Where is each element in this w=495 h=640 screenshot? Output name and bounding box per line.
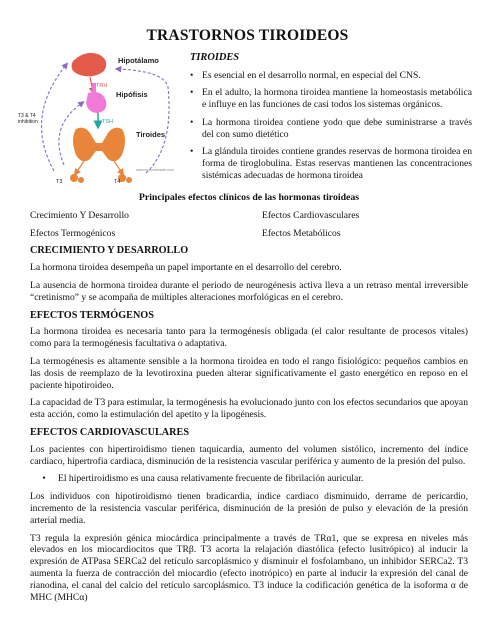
watermark-text: www.endocrineweb.com [136, 168, 174, 172]
page-title: TRASTORNOS TIROIDEOS [146, 27, 349, 44]
inhibition-label-line1: T3 & T4 [18, 113, 36, 119]
growth-heading: CRECIMIENTO Y DESARROLLO [30, 245, 189, 257]
thyroid-shape [73, 128, 125, 162]
thyroid-label: Tiroides [136, 130, 166, 139]
tiroides-bullet: • Es esencial en el desarrollo normal, en especial del CNS. [190, 69, 421, 81]
pituitary-label: Hipófisis [116, 90, 148, 99]
thermo-heading: EFECTOS TERMÓGENOS [30, 309, 154, 321]
cardio-bullet: • El hipertiroidismo es una causa relativamente frecuente de fibrilación auricular. [42, 473, 364, 485]
cardio-paragraph: T3 regula la expresión génica miocárdica principalmente a través de TRα1, que se expresa en niveles más elevados en los miocardiocitos que TRβ. T3 acorta la relajación diastólica (efecto lusitrópico) al inducir la expresión de ATPasa SERCa2 del retículo sarcoplásmico y disminuir el fosfolambano, un inhibidor SERCa2. T3 aumenta la fuerza de contracción del miocardio (efecto inotrópico) en parte al inducir la expresión del canal de rianodina, el canal del calcio del retículo sarcoplásmico. T3 induce la codificación genética de la isoforma α de MHC (MHCα) [30, 532, 468, 603]
feedback-arrow-right [118, 69, 169, 173]
hypothalamus-label: Hipotálamo [118, 56, 159, 65]
cardio-paragraph: Los individuos con hipotiroidismo tienen bradicardia, índice cardiaco disminuido, derrame de pericardio, incremento de la resistencia vascular periférica, disminución de la presión de pulso y elevación de la presión arterial media. [30, 491, 468, 526]
trh-label: TRH [96, 83, 108, 89]
pituitary-shape [86, 92, 106, 113]
effect-item: Efectos Cardiovasculares [262, 209, 360, 221]
tiroides-section [190, 52, 472, 187]
effect-item: Efectos Metabólicos [262, 227, 341, 239]
hypothalamus-shape [72, 53, 107, 76]
t3-label: T3 [56, 179, 63, 185]
feedback-arrow-hypothalamus [42, 65, 67, 171]
tiroides-bullet: • La hormona tiroidea contiene yodo que debe suministrarse a través del con sumo dietético [190, 116, 472, 140]
tiroides-heading: TIROIDES [190, 52, 240, 63]
tiroides-bullet: • La glándula tiroides contiene grandes reservas de hormona tiroidea en forma de tiroglobulina. Estas reservas mantienen las concentraciones sistémicas adecuadas de hormona tiroidea [190, 146, 472, 181]
tsh-label: TSH [102, 119, 113, 125]
t4-label: T4 [114, 179, 121, 185]
t4-output-arrow [114, 161, 122, 173]
tiroides-bullet: • En el adulto, la hormona tiroidea mantiene la homeostasis metabólica e influye en las funciones de casi todos los sistemas orgánicos. [190, 87, 472, 111]
cardio-heading: EFECTOS CARDIOVASCULARES [30, 426, 189, 438]
thermo-paragraph: La termogénesis es altamente sensible a la hormona tiroidea en todo el rango fisiológico: pequeños cambios en las dosis de reemplazo de la levotiroxina pueden alterar significativamente el gasto energético en reposo en el paciente hipotiroideo. [30, 355, 468, 391]
effect-item: Efectos Termogénicos [30, 227, 116, 239]
inhibition-label-line2: inhibition [18, 119, 38, 125]
effects-grid [30, 210, 468, 240]
t3-output-arrow [76, 161, 84, 173]
thyroid-axis-diagram [18, 47, 190, 187]
growth-paragraph: La hormona tiroidea desempeña un papel importante en el desarrollo del cerebro. [30, 262, 342, 274]
effects-heading: Principales efectos clínicos de las hormonas tiroideas [138, 192, 360, 203]
main-content [30, 192, 468, 609]
effect-item: Crecimiento Y Desarrollo [30, 209, 129, 221]
cardio-paragraph: Los pacientes con hipertiroidismo tienen taquicardia, aumento del volumen sistólico, incremento del índice cardiaco, hipertrofia cardiaca, disminución de la resistencia vascular periférica y aumento de la presión del pulso. [30, 443, 468, 467]
thermo-paragraph: La hormona tiroidea es necesaria tanto para la termogénesis obligada (el calor resultante de procesos vitales) como para la termogénesis facultativa o adaptativa. [30, 326, 468, 350]
thermo-paragraph: La capacidad de T3 para estimular, la termogénesis ha evolucionado junto con los efectos secundarios que apoyan esta acción, como la estimulación del apetito y la lipogénesis. [30, 397, 468, 421]
growth-paragraph: La ausencia de hormona tiroidea durante el periodo de neurogénesis activa lleva a un retraso mental irreversible “cretinismo” y se acompaña de múltiples alteraciones morfológicas en el cerebro. [30, 279, 468, 303]
